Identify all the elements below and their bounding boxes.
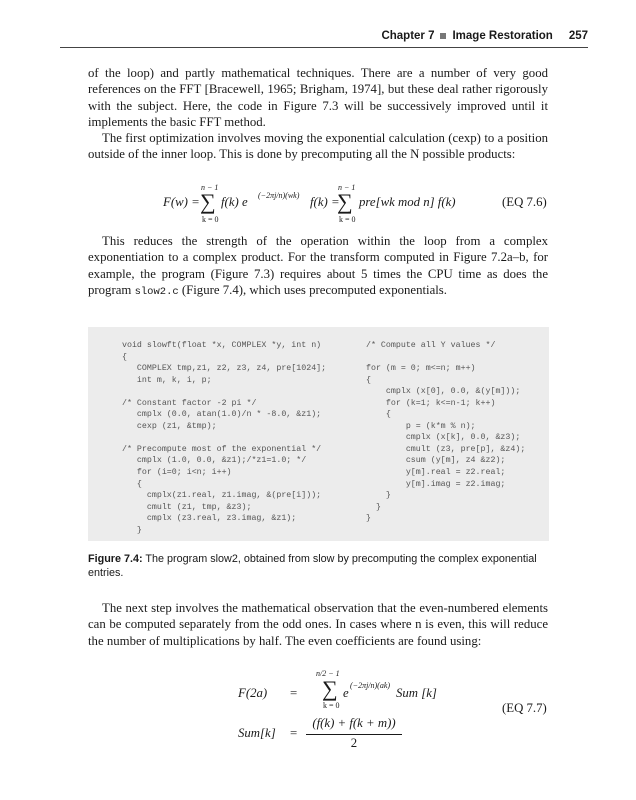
paragraph-2 xyxy=(88,130,548,163)
eq76-sum1-upper: n − 1 xyxy=(201,183,219,192)
paragraph-4 xyxy=(88,600,548,649)
eq77-sum-lower: k = 0 xyxy=(323,701,340,710)
code-filename: slow2.c xyxy=(134,285,179,298)
paragraph-2-text: The first optimization involves moving the exponential calculation (cexp) to a position outside of the inner loop. This is done by precomputing all the N possible products: xyxy=(88,131,548,162)
code-listing xyxy=(88,327,549,541)
paragraph-3-tail: (Figure 7.4), which uses precomputed exponentials. xyxy=(178,282,447,297)
section-title: Image Restoration xyxy=(452,30,553,42)
code-left-column: void slowft(float *x, COMPLEX *y, int n) { COMPLEX tmp,z1, z2, z3, z4, pre[1024]; int m, k, i, p; /* Constant factor -2 pi */ cmplx (0.0, atan(1.0)/n * -8.0, &z1); cexp (z1, &tmp); /* Precompute most of the exponential */ cmplx (1.0, 0.0, &z1);/*z1=1.0; */ for (i=0; i<n; i++) { cmplx(z1.real, z1.imag, &(pre[i])); cmult (z1, tmp, &z3); cmplx (z3.real, z3.imag, &z1); } xyxy=(122,341,327,535)
eq77-tail: Sum [k] xyxy=(396,686,437,700)
figure-caption xyxy=(88,552,548,580)
eq76-sum2-lower: k = 0 xyxy=(339,215,356,224)
sum-icon: ∑ xyxy=(337,189,353,214)
eq76-term1b: f(k) = xyxy=(310,195,340,209)
paragraph-3 xyxy=(88,233,548,300)
eq76-lhs: F(w) = xyxy=(163,195,200,209)
eq76-sum2-upper: n − 1 xyxy=(338,183,356,192)
eq77-e: e xyxy=(343,686,349,700)
eq77-label: (EQ 7.7) xyxy=(502,701,547,715)
chapter-label: Chapter 7 xyxy=(381,30,435,42)
eq77-exponent: (−2πj/n)(ak) xyxy=(350,681,391,690)
paragraph-3-text: This reduces the strength of the operation within the loop from a complex exponentiation to a complex product. For the transform computed in Figure 7.2a–b, for example, the program (Figure 7.3) requires about 5 times the CPU time as does the program xyxy=(88,234,548,297)
eq77-sum-upper: n/2 − 1 xyxy=(316,669,340,678)
eq77-numerator: (f(k) + f(k + m)) xyxy=(312,716,396,730)
header-rule xyxy=(60,47,588,48)
equation-7-6 xyxy=(88,180,548,228)
eq77-equals-2: = xyxy=(290,726,298,740)
eq77-equals-1: = xyxy=(290,686,298,700)
code-right-column: /* Compute all Y values */ for (m = 0; m<=n; m++) { cmplx (x[0], 0.0, &(y[m])); for (k=1; k<=n-1; k++) { p = (k*m % n); cmplx (x[k], 0.0, &z3); cmult (z3, pre[p], &z4); csum (y[m], z4 &z2); y[m].real = z2.real; y[m].imag = z2.imag; } } } xyxy=(366,341,526,524)
eq76-term1a: f(k) e xyxy=(221,195,248,209)
separator-square-icon xyxy=(440,33,446,39)
eq77-lhs1: F(2a) xyxy=(238,686,268,700)
eq76-exponent: (−2πj/n)(wk) xyxy=(258,191,300,200)
figure-caption-text: The program slow2, obtained from slow by precomputing the complex exponential entries. xyxy=(88,553,537,579)
eq77-denominator: 2 xyxy=(350,736,358,750)
page-number: 257 xyxy=(568,30,588,42)
fraction-bar xyxy=(306,734,402,735)
paragraph-4-text: The next step involves the mathematical observation that the even-numbered elements can be computed separately from the odd ones. In cases where n is even, this will reduce the number of multiplications by half. The even coefficients are found using: xyxy=(88,601,548,648)
figure-label: Figure 7.4: xyxy=(88,553,143,565)
eq77-lhs2: Sum[k] xyxy=(238,726,276,740)
sum-icon: ∑ xyxy=(200,189,216,214)
eq76-label: (EQ 7.6) xyxy=(502,195,547,209)
paragraph-1: of the loop) and partly mathematical techniques. There are a number of very good references on the FFT [Bracewell, 1965; Brigham, 1974], but these deal rather rigorously with the subject. Here, the code in Figure 7.3 will be successively improved until it implements the basic FFT method. xyxy=(88,66,548,129)
sum-icon: ∑ xyxy=(322,676,338,701)
equation-7-7 xyxy=(88,668,548,778)
eq76-sum1-lower: k = 0 xyxy=(202,215,219,224)
running-header xyxy=(60,30,588,48)
eq76-term2: pre[wk mod n] f(k) xyxy=(359,195,456,209)
